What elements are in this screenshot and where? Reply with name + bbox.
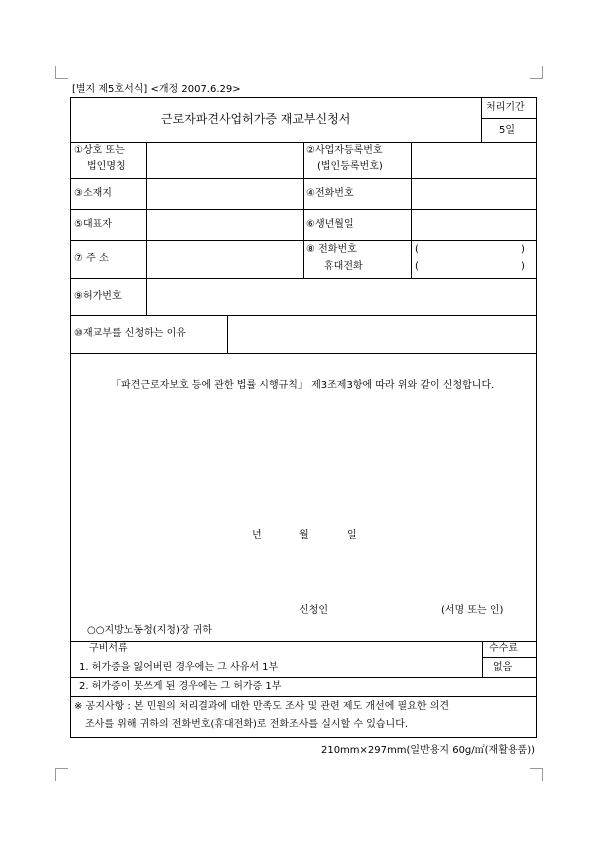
phone-field[interactable] bbox=[413, 180, 534, 207]
mobile-phone-label: 휴대전화 bbox=[324, 261, 363, 272]
phone-label: ④전화번호 bbox=[306, 188, 354, 199]
birthdate-label: ⑥생년월일 bbox=[306, 219, 354, 230]
application-statement: 「파견근로자보호 등에 관한 법률 시행규칙」 제3조제3항에 따라 위와 같이 신청합니다. bbox=[111, 380, 495, 391]
applicant-label: 신청인 bbox=[299, 605, 328, 616]
crop-mark-bottom-left bbox=[55, 768, 68, 781]
applicant-name-field[interactable] bbox=[339, 601, 435, 619]
crop-mark-top-right bbox=[530, 66, 543, 79]
business-reg-field[interactable] bbox=[413, 144, 534, 176]
location-field[interactable] bbox=[148, 180, 301, 207]
date-year: 년 bbox=[252, 530, 262, 541]
addressee: ○○지방노동청(지청)장 귀하 bbox=[87, 625, 213, 636]
birthdate-field[interactable] bbox=[413, 211, 534, 238]
mobile-phone-field[interactable] bbox=[423, 259, 519, 274]
fee-value: 없음 bbox=[493, 662, 513, 673]
crop-mark-top-left bbox=[55, 66, 68, 79]
address-field[interactable] bbox=[148, 242, 301, 276]
document-item-2: 2. 허가증이 못쓰게 된 경우에는 그 허가증 1부 bbox=[79, 681, 282, 692]
application-form: 근로자파견사업허가증 재교부신청서 처리기간 5일 ①상호 또는 법인명칭 ②사업자등록번호 (법인등록번호) ③소재지 ④전화번호 ⑤대표자 ⑥생년월일 ⑦ 주 소 ⑧ 전화번호 휴대전화 ( ) ( ) ⑨허가번호 ⑩재교부를 신청하는 이유 「파견근로자보호 등에 관한 법률 시행규칙」 제3조제3항에 따라 위와 같이 신청합니다. 년 월 일 신청인 (서명 또는 인) ○○지방노동청(지청)장 귀하 구비서류 수수료 없음 1. 허가증을 잃어버린 경우에는 그 사유서 1부 2. 허가증이 못쓰게 된 경우에는 그 허가증 1부 ※ 공지사항 : 본 민원의 처리결과에 대한 만족도 조사 및 관련 제도 개선에 필요한 의견 조사를 위해 귀하의 전화번호(휴대전화)로 전화조사를 실시할 수 있습니다. bbox=[70, 97, 537, 738]
representative-field[interactable] bbox=[148, 211, 301, 238]
representative-label: ⑤대표자 bbox=[74, 219, 112, 230]
crop-mark-bottom-right bbox=[530, 768, 543, 781]
contact-phone-label: ⑧ 전화번호 bbox=[306, 244, 357, 255]
form-title: 근로자파견사업허가증 재교부신청서 bbox=[161, 112, 351, 126]
business-name-label: ①상호 또는 bbox=[74, 145, 125, 156]
processing-period-label: 처리기간 bbox=[486, 102, 525, 113]
notice-line-1: ※ 공지사항 : 본 민원의 처리결과에 대한 만족도 조사 및 관련 제도 개선에 필요한 의견 bbox=[74, 701, 450, 712]
reissue-reason-label: ⑩재교부를 신청하는 이유 bbox=[74, 328, 186, 339]
contact-phone-field[interactable] bbox=[423, 242, 519, 257]
reissue-reason-field[interactable] bbox=[229, 317, 534, 351]
date-month: 월 bbox=[299, 530, 309, 541]
notice-line-2: 조사를 위해 귀하의 전화번호(휴대전화)로 전화조사를 실시할 수 있습니다. bbox=[85, 719, 409, 730]
permit-number-label: ⑨허가번호 bbox=[74, 291, 122, 302]
location-label: ③소재지 bbox=[74, 188, 112, 199]
form-number-note: [별지 제5호서식] <개정 2007.6.29> bbox=[72, 84, 241, 95]
document-item-1: 1. 허가증을 잃어버린 경우에는 그 사유서 1부 bbox=[79, 662, 279, 673]
signature-placeholder: (서명 또는 인) bbox=[441, 605, 504, 616]
paper-size-note: 210mm×297mm(일반용지 60g/㎡(재활용품)) bbox=[320, 745, 535, 756]
business-reg-label: ②사업자등록번호 bbox=[306, 145, 383, 156]
processing-period-value: 5일 bbox=[499, 125, 516, 136]
permit-number-field[interactable] bbox=[148, 280, 534, 313]
business-name-field[interactable] bbox=[148, 144, 301, 176]
fee-label: 수수료 bbox=[489, 643, 518, 654]
address-label: ⑦ 주 소 bbox=[74, 253, 109, 264]
required-documents-label: 구비서류 bbox=[89, 643, 128, 654]
date-day: 일 bbox=[347, 530, 357, 541]
